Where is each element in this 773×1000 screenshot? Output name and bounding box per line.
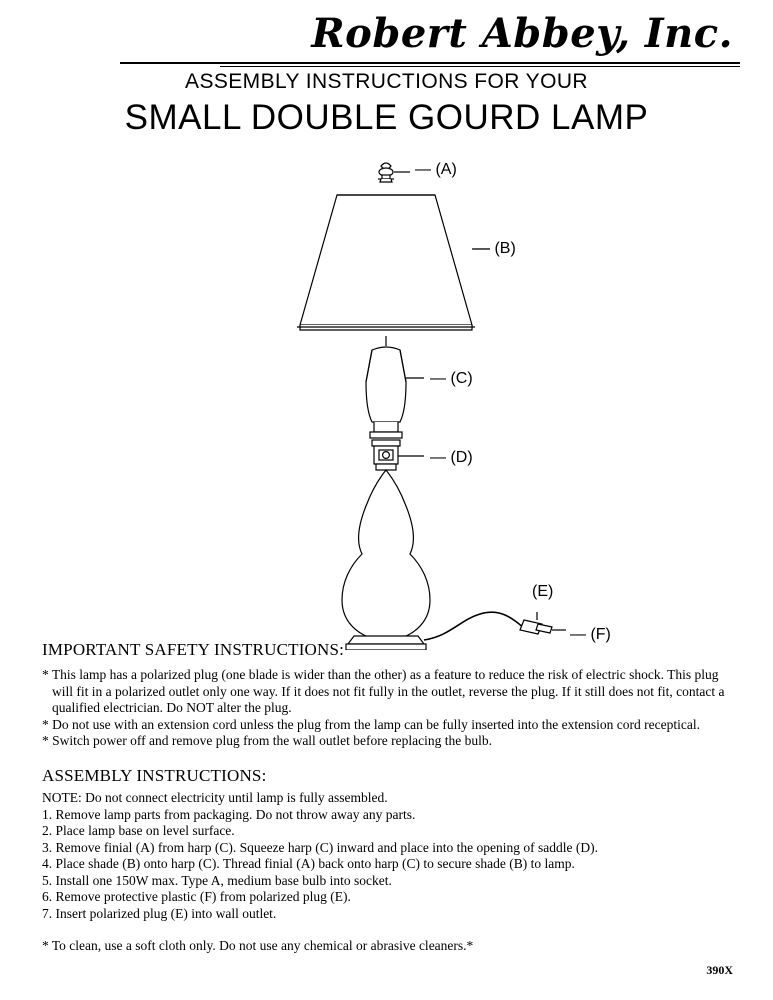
assembly-step: 5. Install one 150W max. Type A, medium base bulb into socket. <box>42 872 392 888</box>
callout-label-e: (E) <box>532 583 554 600</box>
header-rule-thick <box>120 62 740 64</box>
power-cord <box>424 612 566 640</box>
assembly-step: 6. Remove protective plastic (F) from polarized plug (E). <box>42 889 351 904</box>
lamp-neck <box>366 336 424 438</box>
assembly-step: 7. Insert polarized plug (E) into wall outlet. <box>42 905 277 921</box>
brand-name: Robert Abbey, Inc. <box>311 10 733 57</box>
safety-instructions-list <box>42 667 734 750</box>
lamp-shade <box>297 195 490 330</box>
safety-item: * This lamp has a polarized plug (one blade is wider than the other) as a feature to reduce the risk of electric shock. This plug will fit in a polarized outlet only one way. If it does not fit fully in the outlet, reverse the plug. If it still does not fit, contact a qualified electrician. Do NOT alter the plug. <box>42 667 725 715</box>
safety-heading: IMPORTANT SAFETY INSTRUCTIONS: <box>42 640 345 659</box>
assembly-note: NOTE: Do not connect electricity until lamp is fully assembled. <box>42 790 388 805</box>
assembly-instructions-list <box>42 790 734 922</box>
assembly-heading: ASSEMBLY INSTRUCTIONS: <box>42 766 267 785</box>
assembly-step: 4. Place shade (B) onto harp (C). Thread finial (A) back onto harp (C) to secure shade (B) to lamp. <box>42 856 575 871</box>
callout-label-d: — (D) <box>430 449 473 466</box>
lamp-body <box>342 470 430 640</box>
lamp-base <box>346 636 426 650</box>
callout-label-f: — (F) <box>570 626 611 643</box>
finial-icon <box>378 163 410 182</box>
header-rule-thin <box>220 66 740 67</box>
safety-item: * Switch power off and remove plug from the wall outlet before replacing the bulb. <box>42 733 492 748</box>
document-code: 390X <box>706 963 733 977</box>
callout-label-b: — (B) <box>474 240 516 257</box>
socket-saddle <box>372 440 424 470</box>
lamp-assembly-diagram <box>0 150 773 650</box>
page-title: SMALL DOUBLE GOURD LAMP <box>124 98 649 137</box>
safety-item: * Do not use with an extension cord unless the plug from the lamp can be fully inserted into the extension cord receptical. <box>42 716 700 732</box>
callout-label-c: — (C) <box>430 370 473 387</box>
assembly-step: 3. Remove finial (A) from harp (C). Squeeze harp (C) inward and place into the opening of saddle (D). <box>42 839 598 855</box>
assembly-step: 1. Remove lamp parts from packaging. Do not throw away any parts. <box>42 806 416 822</box>
callout-label-a: — (A) <box>415 161 457 178</box>
brand-logo <box>311 10 733 57</box>
cleaning-note: * To clean, use a soft cloth only. Do not use any chemical or abrasive cleaners.* <box>42 938 474 953</box>
assembly-step: 2. Place lamp base on level surface. <box>42 823 235 838</box>
subtitle-line: ASSEMBLY INSTRUCTIONS FOR YOUR <box>185 70 588 93</box>
